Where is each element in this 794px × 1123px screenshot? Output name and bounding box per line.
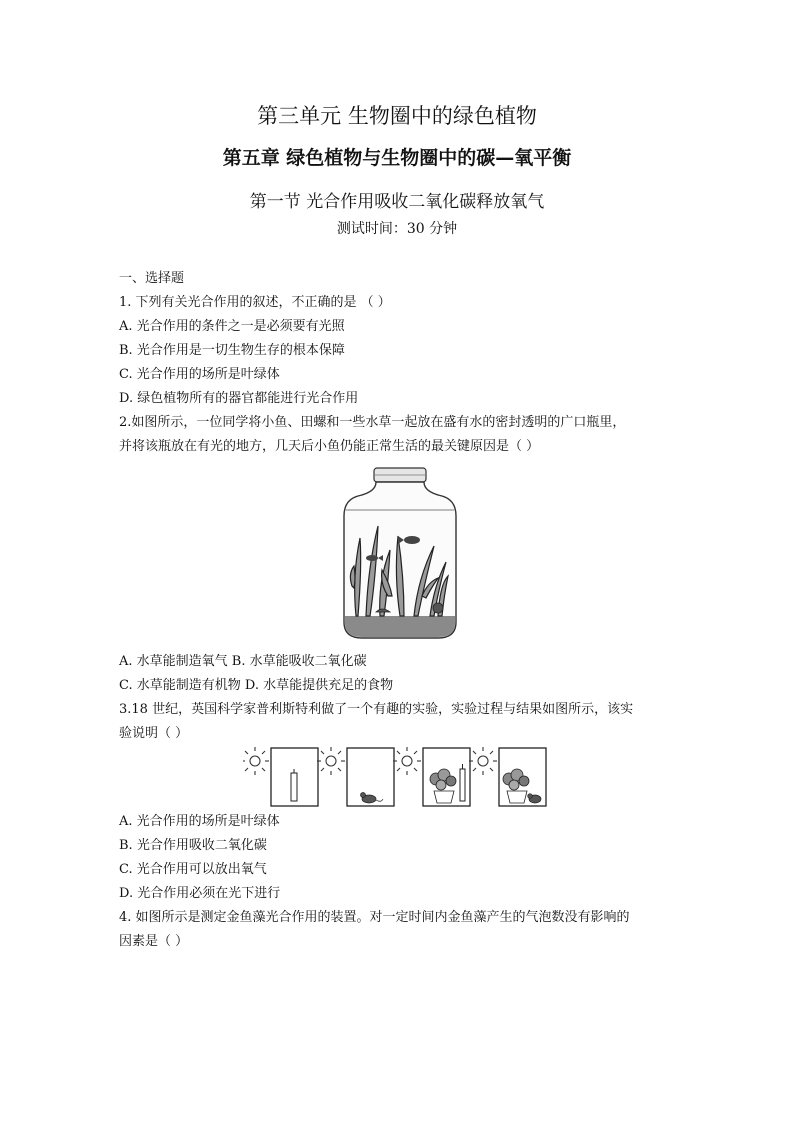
sun-icon bbox=[317, 747, 345, 775]
experiment-panel-plant-mouse bbox=[469, 747, 546, 806]
jar-figure bbox=[338, 466, 462, 642]
question-1-option-b: B. 光合作用是一切生物生存的根本保障 bbox=[119, 343, 345, 358]
jar-base-shading bbox=[345, 616, 455, 637]
question-3-option-b: B. 光合作用吸收二氧化碳 bbox=[119, 838, 267, 853]
question-3-stem-line-2: 验说明（ ） bbox=[119, 726, 189, 741]
question-3-option-a: A. 光合作用的场所是叶绿体 bbox=[119, 814, 280, 829]
test-time: 测试时间：30 分钟 bbox=[336, 221, 458, 237]
jar-lid bbox=[374, 468, 426, 482]
question-3-stem-line-1: 3.18 世纪，英国科学家普利斯特利做了一个有趣的实验，实验过程与结果如图所示，该实 bbox=[119, 702, 634, 717]
experiment-figure bbox=[243, 745, 551, 809]
candle-icon bbox=[291, 769, 297, 801]
sun-icon bbox=[243, 747, 269, 775]
question-2-stem-line-2: 并将该瓶放在有光的地方，几天后小鱼仍能正常生活的最关键原因是（ ） bbox=[119, 439, 540, 454]
unit-title: 第三单元 生物圈中的绿色植物 bbox=[257, 104, 537, 128]
sun-icon bbox=[393, 747, 421, 775]
question-4-stem-line-1: 4. 如图所示是测定金鱼藻光合作用的装置。对一定时间内金鱼藻产生的气泡数没有影响的 bbox=[119, 910, 630, 925]
question-3-option-c: C. 光合作用可以放出氧气 bbox=[119, 862, 267, 877]
question-3-option-d: D. 光合作用必须在光下进行 bbox=[119, 886, 281, 901]
section-heading: 一、选择题 bbox=[119, 271, 185, 286]
chapter-title: 第五章 绿色植物与生物圈中的碳—氧平衡 bbox=[222, 147, 572, 169]
experiment-panel-candle bbox=[243, 747, 318, 806]
candle-icon bbox=[460, 764, 465, 801]
section-title: 第一节 光合作用吸收二氧化碳释放氧气 bbox=[249, 192, 545, 212]
sun-icon bbox=[469, 747, 497, 775]
question-2-stem-line-1: 2.如图所示，一位同学将小鱼、田螺和一些水草一起放在盛有水的密封透明的广口瓶里， bbox=[119, 415, 626, 430]
question-1-option-a: A. 光合作用的条件之一是必须要有光照 bbox=[119, 319, 345, 334]
question-1-stem: 1. 下列有关光合作用的叙述，不正确的是 （ ） bbox=[119, 295, 391, 310]
question-1-option-d: D. 绿色植物所有的器官都能进行光合作用 bbox=[119, 391, 359, 406]
experiment-panel-plant-candle bbox=[393, 747, 470, 806]
experiment-panel-mouse bbox=[317, 747, 394, 806]
question-2-options-ab: A. 水草能制造氧气 B. 水草能吸收二氧化碳 bbox=[119, 654, 367, 669]
question-4-stem-line-2: 因素是（ ） bbox=[119, 934, 189, 949]
question-2-options-cd: C. 水草能制造有机物 D. 水草能提供充足的食物 bbox=[119, 678, 394, 693]
question-1-option-c: C. 光合作用的场所是叶绿体 bbox=[119, 367, 280, 382]
